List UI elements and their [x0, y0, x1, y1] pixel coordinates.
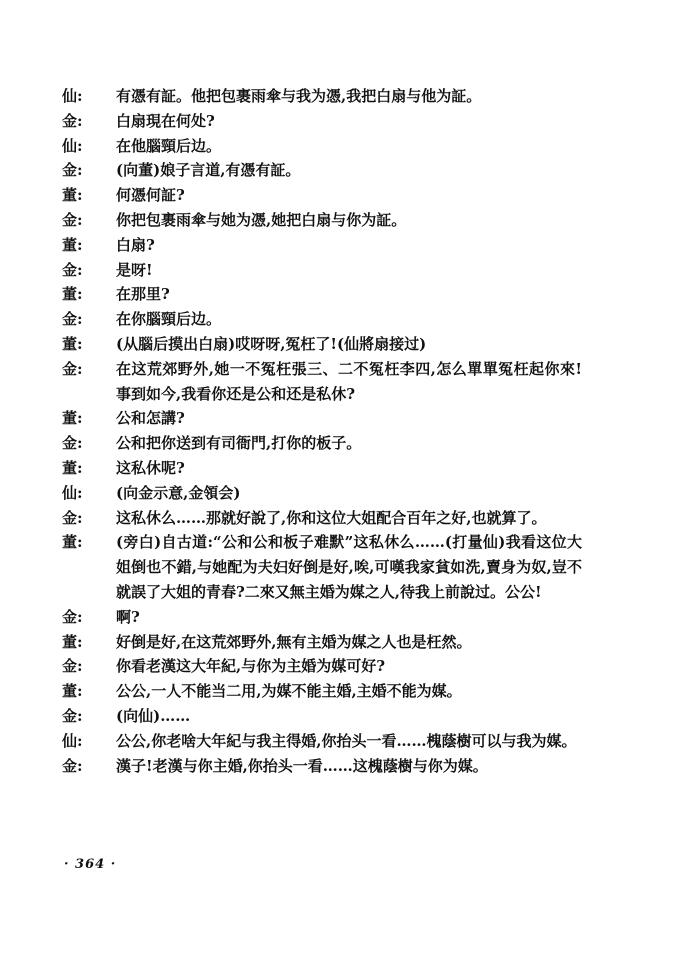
speaker-label: 金: — [62, 508, 83, 527]
dialogue-text: 白扇? — [116, 235, 155, 254]
dialogue-line — [62, 729, 582, 754]
speaker-label: 董: — [62, 285, 83, 304]
dialogue-line — [62, 506, 582, 531]
dialogue-line — [62, 456, 582, 481]
dialogue-line — [62, 654, 582, 679]
speaker-label: 金: — [62, 260, 83, 279]
speaker-label: 金: — [62, 607, 83, 626]
dialogue-text: 在你腦頸后边。 — [116, 310, 222, 329]
dialogue-text: 你看老漢这大年紀,与你为主婚为媒可好? — [116, 657, 386, 676]
dialogue-text: 你把包裹雨傘与她为憑,她把白扇与你为証。 — [116, 210, 407, 229]
speaker-label: 金: — [62, 756, 83, 775]
speaker-label: 金: — [62, 111, 83, 130]
dialogue-line — [62, 481, 582, 506]
dialogue-text: (向仙)…… — [116, 706, 191, 725]
dialogue-text: 漢子!老漢与你主婚,你抬头一看……这槐蔭樹与你为媒。 — [116, 756, 488, 775]
dialogue-text: (旁白)自古道:“公和公和板子难默”这私休么……(打量仙)我看这位大姐倒也不錯,与她配为夫妇好倒是好,唉,可嘆我家貧如洗,賣身为奴,豈不就誤了大姐的青春?二來又無主婚为媒之人,待我上前說过。公公! — [116, 533, 582, 601]
dialogue-text: 在那里? — [116, 285, 170, 304]
dialogue-text: 啊? — [116, 607, 140, 626]
dialogue-text: 公和把你送到有司衙門,打你的板子。 — [116, 434, 362, 453]
dialogue-text: 公和怎講? — [116, 409, 185, 428]
speaker-label: 董: — [62, 632, 83, 651]
dialogue-line — [62, 704, 582, 729]
speaker-label: 金: — [62, 161, 83, 180]
speaker-label: 董: — [62, 682, 83, 701]
dialogue-line — [62, 754, 582, 779]
script-body — [62, 84, 582, 778]
dialogue-text: (向金示意,金領会) — [116, 483, 241, 502]
dialogue-line — [62, 183, 582, 208]
dialogue-text: 这私休么……那就好說了,你和这位大姐配合百年之好,也就算了。 — [116, 508, 547, 527]
dialogue-line — [62, 679, 582, 704]
speaker-label: 董: — [62, 533, 83, 552]
dialogue-line — [62, 431, 582, 456]
speaker-label: 仙: — [62, 731, 83, 750]
speaker-label: 金: — [62, 210, 83, 229]
dialogue-text: 是呀! — [116, 260, 153, 279]
dialogue-line — [62, 208, 582, 233]
dialogue-line — [62, 406, 582, 431]
dialogue-line — [62, 134, 582, 159]
dialogue-text: 在这荒郊野外,她一不冤枉張三、二不冤枉李四,怎么單單冤枉起你來!事到如今,我看你还是公和还是私休? — [116, 359, 582, 403]
speaker-label: 仙: — [62, 136, 83, 155]
dialogue-text: (向董)娘子言道,有憑有証。 — [116, 161, 301, 180]
speaker-label: 仙: — [62, 87, 83, 105]
speaker-label: 金: — [62, 359, 83, 378]
dialogue-text: 这私休呢? — [116, 458, 185, 477]
dialogue-line — [62, 258, 582, 283]
dialogue-line — [62, 332, 582, 357]
speaker-label: 董: — [62, 235, 83, 254]
dialogue-text: 白扇現在何处? — [116, 111, 215, 130]
speaker-label: 董: — [62, 334, 83, 353]
dialogue-text: 何憑何証? — [116, 186, 185, 205]
dialogue-line — [62, 109, 582, 134]
dialogue-text: 公公,一人不能当二用,为媒不能主婚,主婚不能为媒。 — [116, 682, 462, 701]
speaker-label: 金: — [62, 706, 83, 725]
dialogue-line — [62, 233, 582, 258]
dialogue-line — [62, 630, 582, 655]
dialogue-line — [62, 307, 582, 332]
dialogue-text: 在他腦頸后边。 — [116, 136, 222, 155]
dialogue-line — [62, 530, 582, 604]
dialogue-line — [62, 158, 582, 183]
dialogue-line — [62, 357, 582, 407]
dialogue-text: (从腦后摸出白扇)哎呀呀,冤枉了!(仙將扇接过) — [116, 334, 427, 353]
speaker-label: 金: — [62, 434, 83, 453]
dialogue-line — [62, 84, 582, 109]
dialogue-line — [62, 605, 582, 630]
speaker-label: 金: — [62, 310, 83, 329]
page-number: · 364 · — [64, 857, 117, 872]
dialogue-text: 有憑有証。他把包裹雨傘与我为憑,我把白扇与他为証。 — [116, 87, 482, 105]
speaker-label: 仙: — [62, 483, 83, 502]
speaker-label: 董: — [62, 186, 83, 205]
dialogue-text: 好倒是好,在这荒郊野外,無有主婚为媒之人也是枉然。 — [116, 632, 472, 651]
speaker-label: 董: — [62, 409, 83, 428]
speaker-label: 金: — [62, 657, 83, 676]
dialogue-line — [62, 282, 582, 307]
dialogue-text: 公公,你老啥大年紀与我主得婚,你抬头一看……槐蔭樹可以与我为媒。 — [116, 731, 577, 750]
speaker-label: 董: — [62, 458, 83, 477]
